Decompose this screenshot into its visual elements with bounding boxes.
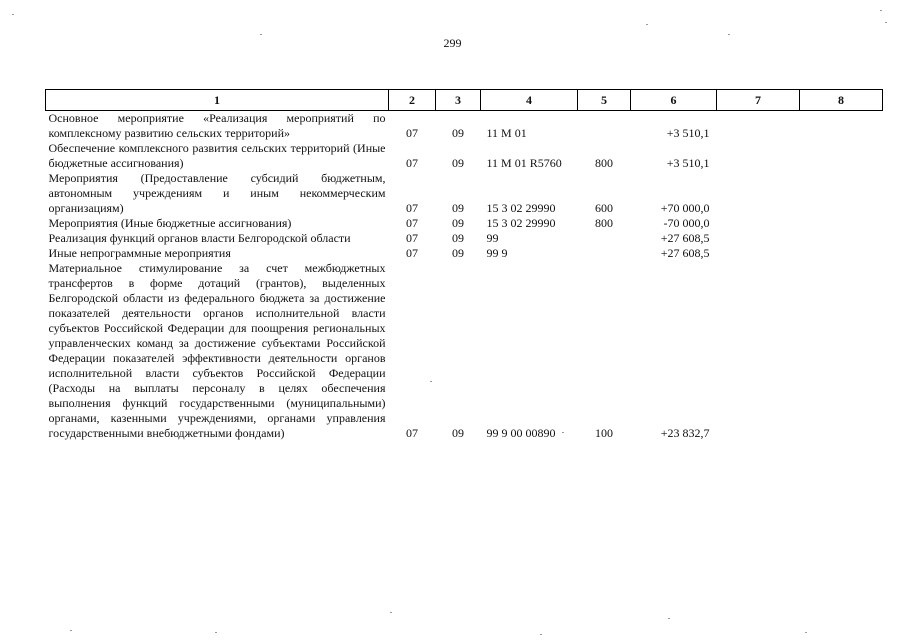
row-target-code: 99 [486, 231, 499, 245]
row-name: Основное мероприятие «Реализация мероприятий по комплексному развитию сельских территорий» [48, 111, 386, 140]
scan-speck [390, 612, 392, 613]
row-amount: -70 000,0 [663, 216, 710, 230]
row-target-code: 15 3 02 29990 [486, 216, 556, 230]
scan-speck [70, 630, 72, 631]
row-subsection: 09 [452, 201, 464, 215]
page-number: 299 [443, 36, 462, 50]
row-name: Иные непрограммные мероприятия [48, 246, 231, 260]
row-expense-type: 100 [595, 426, 613, 440]
row-amount: +70 000,0 [660, 201, 710, 215]
row-expense-type: 800 [595, 156, 613, 170]
row-section: 07 [406, 201, 418, 215]
table-row [46, 171, 883, 216]
row-subsection: 09 [452, 126, 464, 140]
row-col8 [800, 261, 883, 441]
row-section: 07 [406, 231, 418, 245]
column-header-3: 3 [436, 90, 481, 111]
row-name: Обеспечение комплексного развития сельских территорий (Иные бюджетные ассигнования) [48, 141, 386, 170]
row-name: Реализация функций органов власти Белгородской области [48, 231, 351, 245]
column-header-5: 5 [578, 90, 631, 111]
row-section: 07 [406, 156, 418, 170]
budget-table [45, 89, 883, 441]
scan-speck [646, 24, 648, 25]
row-amount: +23 832,7 [660, 426, 710, 440]
row-col8 [800, 111, 883, 142]
row-expense-type: 800 [595, 216, 613, 230]
row-col7 [717, 141, 800, 171]
column-header-7: 7 [717, 90, 800, 111]
row-col7 [717, 261, 800, 441]
scan-speck [728, 34, 730, 35]
row-amount: +27 608,5 [660, 246, 710, 260]
row-target-code: 11 М 01 R5760 [486, 156, 562, 170]
row-subsection: 09 [452, 156, 464, 170]
scan-speck [880, 10, 882, 11]
row-col7 [717, 111, 800, 142]
row-section: 07 [406, 126, 418, 140]
row-expense-type: 600 [595, 201, 613, 215]
row-expense-type [578, 111, 631, 142]
row-name: Мероприятия (Предоставление субсидий бюджетным, автономным учреждениям и иным некоммерческим организациям) [48, 171, 386, 215]
column-header-2: 2 [389, 90, 436, 111]
row-name: Материальное стимулирование за счет межбюджетных трансфертов в форме дотаций (грантов), выделенных Белгородской области из федерального бюджета за достижение показателей деятельности органов исполнительной власти субъектов Российской Федерации для поощрения региональных управленческих команд за достижение субъектами Российской Федерации показателей эффективности деятельности органов исполнительной власти субъектов Российской Федерации (Расходы на выплаты персоналу в целях обеспечения выполнения функций государственными (муниципальными) органами, казенными учреждениями, органами управления государственными внебюджетными фондами) [48, 261, 386, 440]
scan-speck [885, 22, 887, 23]
row-col7 [717, 246, 800, 261]
row-col8 [800, 231, 883, 246]
row-col8 [800, 246, 883, 261]
row-subsection: 09 [452, 426, 464, 440]
row-col8 [800, 141, 883, 171]
table-row [46, 261, 883, 441]
table-row [46, 246, 883, 261]
row-expense-type [578, 246, 631, 261]
column-header-4: 4 [481, 90, 578, 111]
row-section: 07 [406, 216, 418, 230]
row-subsection: 09 [452, 231, 464, 245]
row-amount: +3 510,1 [666, 126, 710, 140]
table-row [46, 231, 883, 246]
row-col8 [800, 216, 883, 231]
row-col7 [717, 216, 800, 231]
scan-speck [215, 632, 217, 633]
row-subsection: 09 [452, 246, 464, 260]
row-amount: +3 510,1 [666, 156, 710, 170]
scan-speck [562, 432, 564, 433]
row-target-code: 15 3 02 29990 [486, 201, 556, 215]
header-row [46, 90, 883, 111]
row-col7 [717, 171, 800, 216]
scan-speck [430, 381, 432, 382]
column-header-1: 1 [46, 90, 389, 111]
column-header-8: 8 [800, 90, 883, 111]
row-subsection: 09 [452, 216, 464, 230]
scan-speck [668, 618, 670, 619]
scan-speck [12, 14, 14, 15]
row-name: Мероприятия (Иные бюджетные ассигнования) [48, 216, 292, 230]
row-target-code: 11 М 01 [486, 126, 527, 140]
row-section: 07 [406, 426, 418, 440]
scan-speck [805, 632, 807, 633]
row-section: 07 [406, 246, 418, 260]
scan-speck [260, 34, 262, 35]
scan-speck [540, 634, 542, 635]
table-row [46, 141, 883, 171]
row-target-code: 99 9 [486, 246, 508, 260]
row-amount: +27 608,5 [660, 231, 710, 245]
column-header-6: 6 [631, 90, 717, 111]
row-col7 [717, 231, 800, 246]
row-expense-type [578, 231, 631, 246]
table-row [46, 111, 883, 142]
row-target-code: 99 9 00 00890 [486, 426, 556, 440]
row-col8 [800, 171, 883, 216]
table-row [46, 216, 883, 231]
